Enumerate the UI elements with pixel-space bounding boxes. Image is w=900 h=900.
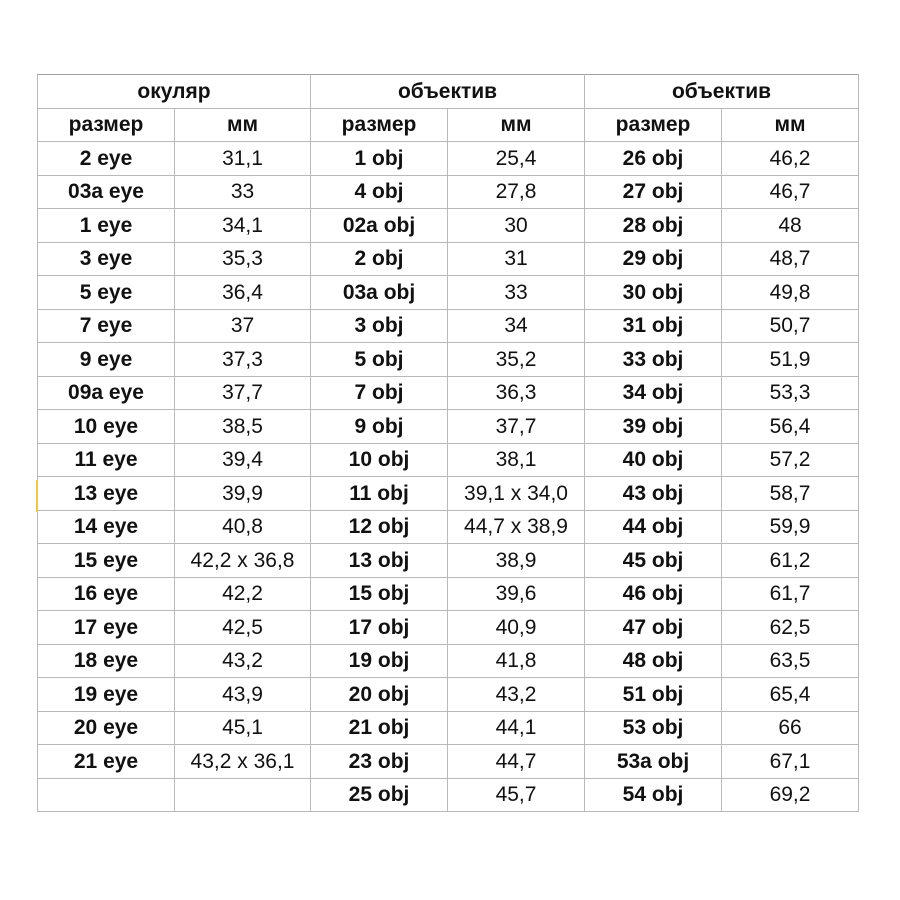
mm-cell: 69,2: [722, 778, 859, 812]
table-row: [38, 443, 859, 477]
mm-cell: 43,9: [175, 678, 311, 712]
table-row: [38, 745, 859, 779]
mm-cell: 38,1: [448, 443, 585, 477]
column-header-row: [38, 108, 859, 142]
mm-cell: 35,3: [175, 242, 311, 276]
mm-cell: 59,9: [722, 510, 859, 544]
size-cell: 25 obj: [311, 778, 448, 812]
size-cell: 45 obj: [585, 544, 722, 578]
size-cell: 31 obj: [585, 309, 722, 343]
size-cell: 33 obj: [585, 343, 722, 377]
size-cell: 47 obj: [585, 611, 722, 645]
table-row: [38, 376, 859, 410]
mm-cell: 34: [448, 309, 585, 343]
size-cell: 11 obj: [311, 477, 448, 511]
mm-cell: 43,2: [448, 678, 585, 712]
table-row: [38, 410, 859, 444]
size-cell: 7 eye: [38, 309, 175, 343]
size-cell: 5 obj: [311, 343, 448, 377]
size-cell: 39 obj: [585, 410, 722, 444]
mm-cell: 37,7: [175, 376, 311, 410]
table-row: [38, 577, 859, 611]
mm-cell: 30: [448, 209, 585, 243]
mm-cell: 40,9: [448, 611, 585, 645]
size-cell: 10 eye: [38, 410, 175, 444]
column-header-size: размер: [38, 108, 175, 142]
column-header-size: размер: [585, 108, 722, 142]
size-cell: 7 obj: [311, 376, 448, 410]
size-cell: 9 obj: [311, 410, 448, 444]
table-body: [38, 142, 859, 812]
table-row: [38, 343, 859, 377]
size-cell: 20 eye: [38, 711, 175, 745]
size-cell: 51 obj: [585, 678, 722, 712]
table-row: [38, 644, 859, 678]
table-row: [38, 510, 859, 544]
size-cell: 19 eye: [38, 678, 175, 712]
mm-cell: 67,1: [722, 745, 859, 779]
mm-cell: 37,3: [175, 343, 311, 377]
table-row: [38, 242, 859, 276]
column-header-mm: мм: [722, 108, 859, 142]
mm-cell: 44,7: [448, 745, 585, 779]
table-row: [38, 276, 859, 310]
mm-cell: 38,5: [175, 410, 311, 444]
mm-cell: 37: [175, 309, 311, 343]
group-header-row: [38, 75, 859, 109]
size-cell: 9 eye: [38, 343, 175, 377]
size-cell: 43 obj: [585, 477, 722, 511]
size-cell: 3 obj: [311, 309, 448, 343]
column-header-size: размер: [311, 108, 448, 142]
size-cell: 26 obj: [585, 142, 722, 176]
size-cell: 17 eye: [38, 611, 175, 645]
size-cell: 12 obj: [311, 510, 448, 544]
size-cell: 21 obj: [311, 711, 448, 745]
mm-cell: 42,5: [175, 611, 311, 645]
size-cell: 5 eye: [38, 276, 175, 310]
size-cell: 17 obj: [311, 611, 448, 645]
size-cell: 53a obj: [585, 745, 722, 779]
mm-cell: 39,4: [175, 443, 311, 477]
mm-cell: 53,3: [722, 376, 859, 410]
table-row: [38, 477, 859, 511]
size-cell: 15 eye: [38, 544, 175, 578]
mm-cell: 27,8: [448, 175, 585, 209]
size-cell: 13 obj: [311, 544, 448, 578]
mm-cell: 34,1: [175, 209, 311, 243]
mm-cell: 45,7: [448, 778, 585, 812]
size-table-sheet: [37, 74, 858, 812]
size-cell: 03a obj: [311, 276, 448, 310]
size-cell: 13 eye: [38, 477, 175, 511]
mm-cell: 39,1 x 34,0: [448, 477, 585, 511]
mm-cell: 45,1: [175, 711, 311, 745]
size-cell: 11 eye: [38, 443, 175, 477]
mm-cell: 49,8: [722, 276, 859, 310]
mm-cell: 63,5: [722, 644, 859, 678]
mm-cell: 38,9: [448, 544, 585, 578]
size-cell: 54 obj: [585, 778, 722, 812]
size-cell: 20 obj: [311, 678, 448, 712]
mm-cell: 56,4: [722, 410, 859, 444]
mm-cell: 61,2: [722, 544, 859, 578]
size-cell: 23 obj: [311, 745, 448, 779]
table-row: [38, 678, 859, 712]
mm-cell: 51,9: [722, 343, 859, 377]
mm-cell: 44,7 x 38,9: [448, 510, 585, 544]
size-cell: 27 obj: [585, 175, 722, 209]
mm-cell: 46,2: [722, 142, 859, 176]
mm-cell: 36,4: [175, 276, 311, 310]
size-table: [37, 74, 859, 812]
mm-cell: 36,3: [448, 376, 585, 410]
size-cell: 48 obj: [585, 644, 722, 678]
mm-cell: 25,4: [448, 142, 585, 176]
size-cell: 02a obj: [311, 209, 448, 243]
size-cell: 34 obj: [585, 376, 722, 410]
size-cell: 53 obj: [585, 711, 722, 745]
size-cell: 44 obj: [585, 510, 722, 544]
group-header-objective-2: объектив: [585, 75, 859, 109]
size-cell: 03a eye: [38, 175, 175, 209]
table-row: [38, 175, 859, 209]
mm-cell: 48,7: [722, 242, 859, 276]
size-cell: 1 obj: [311, 142, 448, 176]
mm-cell: 35,2: [448, 343, 585, 377]
group-header-eyepiece: окуляр: [38, 75, 311, 109]
table-row: [38, 544, 859, 578]
size-cell: 18 eye: [38, 644, 175, 678]
mm-cell: 61,7: [722, 577, 859, 611]
mm-cell: 41,8: [448, 644, 585, 678]
size-cell: 30 obj: [585, 276, 722, 310]
mm-cell: 57,2: [722, 443, 859, 477]
mm-cell: 40,8: [175, 510, 311, 544]
size-cell: 21 eye: [38, 745, 175, 779]
group-header-objective-1: объектив: [311, 75, 585, 109]
table-row: [38, 611, 859, 645]
size-cell: 10 obj: [311, 443, 448, 477]
mm-cell: 33: [448, 276, 585, 310]
cell-selection-marker: [36, 480, 38, 512]
size-cell: 1 eye: [38, 209, 175, 243]
size-cell: [38, 778, 175, 812]
mm-cell: 48: [722, 209, 859, 243]
size-cell: 15 obj: [311, 577, 448, 611]
mm-cell: 42,2: [175, 577, 311, 611]
mm-cell: 43,2: [175, 644, 311, 678]
mm-cell: 39,9: [175, 477, 311, 511]
column-header-mm: мм: [448, 108, 585, 142]
size-cell: 19 obj: [311, 644, 448, 678]
mm-cell: 31: [448, 242, 585, 276]
mm-cell: 46,7: [722, 175, 859, 209]
mm-cell: 58,7: [722, 477, 859, 511]
table-row: [38, 309, 859, 343]
table-row: [38, 711, 859, 745]
size-cell: 4 obj: [311, 175, 448, 209]
size-cell: 2 obj: [311, 242, 448, 276]
size-cell: 40 obj: [585, 443, 722, 477]
table-row: [38, 142, 859, 176]
mm-cell: 39,6: [448, 577, 585, 611]
size-cell: 46 obj: [585, 577, 722, 611]
size-cell: 2 eye: [38, 142, 175, 176]
size-cell: 14 eye: [38, 510, 175, 544]
mm-cell: 65,4: [722, 678, 859, 712]
mm-cell: 31,1: [175, 142, 311, 176]
mm-cell: 50,7: [722, 309, 859, 343]
mm-cell: 43,2 x 36,1: [175, 745, 311, 779]
mm-cell: 33: [175, 175, 311, 209]
table-row: [38, 778, 859, 812]
size-cell: 3 eye: [38, 242, 175, 276]
mm-cell: [175, 778, 311, 812]
mm-cell: 62,5: [722, 611, 859, 645]
mm-cell: 44,1: [448, 711, 585, 745]
mm-cell: 37,7: [448, 410, 585, 444]
size-cell: 29 obj: [585, 242, 722, 276]
column-header-mm: мм: [175, 108, 311, 142]
size-cell: 09a eye: [38, 376, 175, 410]
mm-cell: 42,2 x 36,8: [175, 544, 311, 578]
size-cell: 28 obj: [585, 209, 722, 243]
size-cell: 16 eye: [38, 577, 175, 611]
table-row: [38, 209, 859, 243]
mm-cell: 66: [722, 711, 859, 745]
